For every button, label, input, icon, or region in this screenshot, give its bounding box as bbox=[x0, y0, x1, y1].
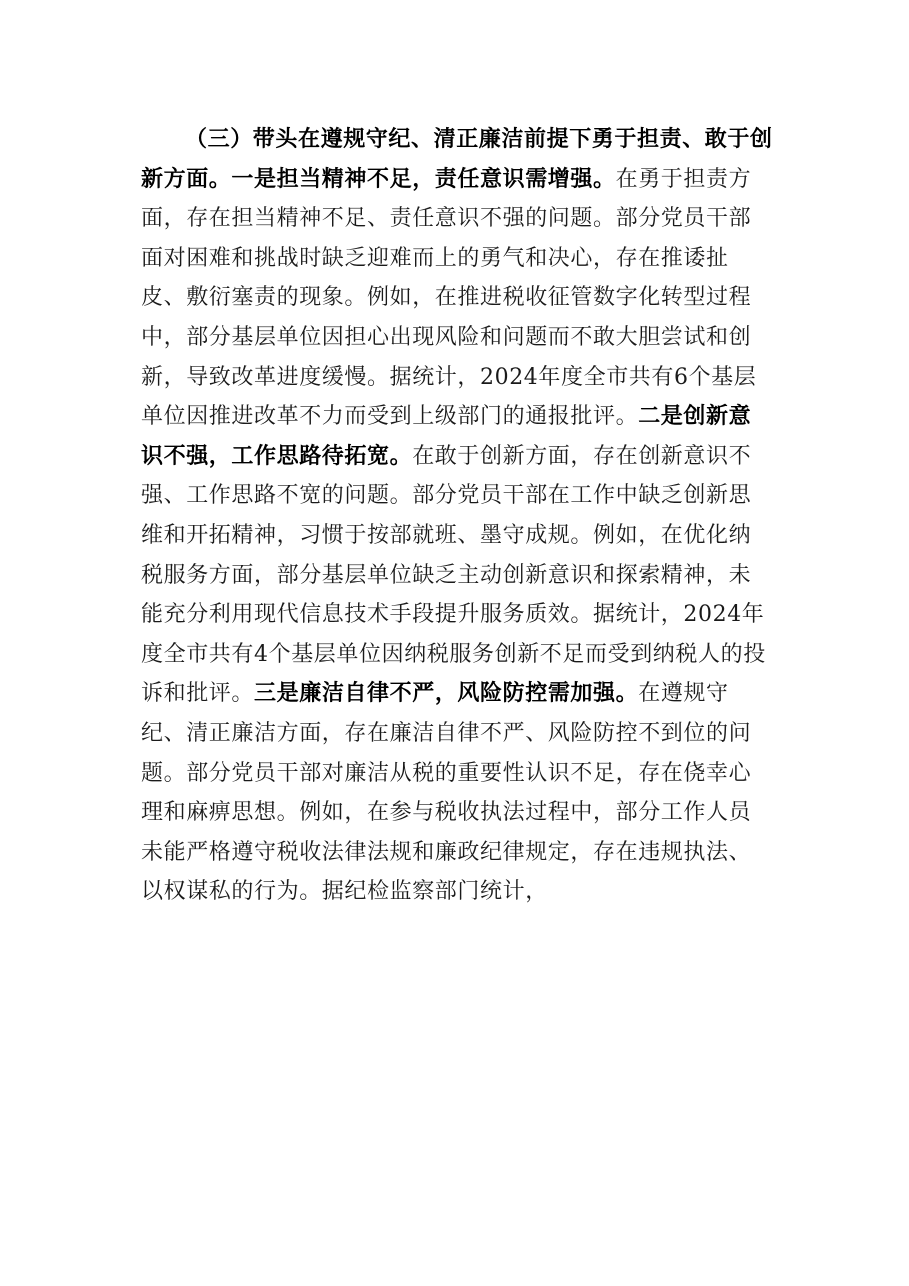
section-heading: （三）带头在遵规守纪、清正廉洁前提下勇于担责、敢于创新方面。 bbox=[141, 126, 773, 192]
point-one-heading: 一是担当精神不足，责任意识需增强。 bbox=[231, 165, 616, 192]
body-paragraph bbox=[141, 120, 773, 912]
point-two-heading: 二是创新意识不强，工作思路待拓宽。 bbox=[141, 403, 752, 469]
point-one-text: 在勇于担责方面，存在担当精神不足、责任意识不强的问题。部分党员干部面对困难和挑战时缺乏迎难而上的勇气和决心，存在推诿扯皮、敷衍塞责的现象。例如，在推进税收征管数字化转型过程中，部分基层单位因担心出现风险和问题而不敢大胆尝试和创新，导致改革进度缓慢。据统计，2024年度全市共有6个基层单位因推进改革不力而受到上级部门的通报批评。 bbox=[141, 166, 757, 430]
point-two-text: 在敢于创新方面，存在创新意识不强、工作思路不宽的问题。部分党员干部在工作中缺乏创新思维和开拓精神，习惯于按部就班、墨守成规。例如，在优化纳税服务方面，部分基层单位缺乏主动创新意识和探索精神，未能充分利用现代信息技术手段提升服务质效。据统计，2024年度全市共有4个基层单位因纳税服务创新不足而受到纳税人的投诉和批评。 bbox=[141, 443, 766, 707]
point-three-text: 在遵规守纪、清正廉洁方面，存在廉洁自律不严、风险防控不到位的问题。部分党员干部对廉洁从税的重要性认识不足，存在侥幸心理和麻痹思想。例如，在参与税收执法过程中，部分工作人员未能严格遵守税收法律法规和廉政纪律规定，存在违规执法、以权谋私的行为。据纪检监察部门统计， bbox=[141, 681, 752, 905]
point-three-heading: 三是廉洁自律不严，风险防控需加强。 bbox=[254, 680, 639, 707]
